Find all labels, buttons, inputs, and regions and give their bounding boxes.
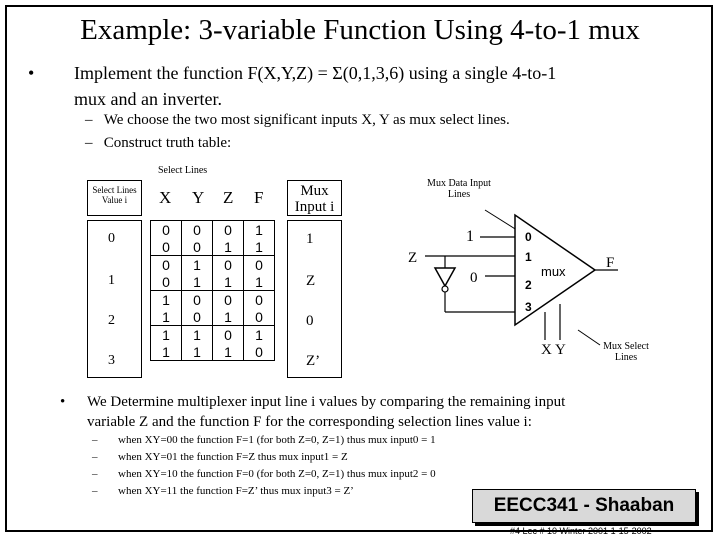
mux-diagram — [390, 200, 620, 360]
dash-list — [92, 432, 436, 500]
table-cell: 1 — [244, 221, 275, 239]
mux-input-column — [287, 220, 342, 378]
mux-input-header: Mux Input i — [287, 180, 342, 216]
port-3: 3 — [525, 300, 532, 314]
truth-table — [150, 220, 275, 361]
select-value-1: 1 — [108, 273, 115, 288]
table-row — [151, 221, 275, 239]
table-cell: 0 — [213, 221, 244, 239]
table-cell: 1 — [213, 343, 244, 361]
slide-title: Example: 3-variable Function Using 4-to-1 mux — [80, 14, 640, 46]
table-cell: 0 — [151, 256, 182, 274]
table-cell: 1 — [182, 326, 213, 344]
table-cell: 0 — [213, 326, 244, 344]
inverter-bubble — [442, 286, 448, 292]
z-label: Z — [408, 250, 418, 266]
table-cell: 1 — [151, 291, 182, 309]
table-cell: 1 — [182, 273, 213, 291]
select-value-header: Select Lines Value i — [87, 180, 142, 216]
table-row — [151, 273, 275, 291]
data-inputs-caption: Mux Data Input Lines — [427, 178, 491, 200]
table-cell: 0 — [244, 291, 275, 309]
header-f: F — [254, 188, 264, 207]
table-cell: 0 — [182, 221, 213, 239]
table-cell: 0 — [182, 238, 213, 256]
table-cell: 0 — [244, 308, 275, 326]
header-y: Y — [192, 188, 205, 207]
table-cell: 1 — [182, 256, 213, 274]
sub-bullet-1: – We choose the two most significant inputs X, Y as mux select lines. — [85, 112, 510, 128]
table-cell: 1 — [244, 273, 275, 291]
select-value-column — [87, 220, 142, 378]
dash-item-0: – when XY=00 the function F=1 (for both Z=0, Z=1) thus mux input0 = 1 — [92, 434, 436, 446]
bullet-marker-2: • — [60, 394, 66, 410]
table-cell: 0 — [213, 256, 244, 274]
mux-input-0: 1 — [306, 231, 314, 247]
bullet-determine-line1: We Determine multiplexer input line i values by comparing the remaining input — [87, 394, 566, 410]
select-value-2: 2 — [108, 313, 115, 328]
mux-input-3: Z’ — [306, 353, 321, 369]
bullet-marker: • — [28, 63, 35, 83]
port-0: 0 — [525, 230, 532, 244]
inverter-icon — [435, 268, 455, 286]
dash-item-3: – when XY=11 the function F=Z’ thus mux input3 = Z’ — [92, 485, 354, 497]
mux-input-1: Z — [306, 273, 316, 289]
select-value-3: 3 — [108, 353, 115, 368]
input-one-label: 1 — [466, 228, 474, 245]
table-cell: 0 — [213, 291, 244, 309]
dash-item-2: – when XY=10 the function F=0 (for both Z=0, Z=1) thus mux input2 = 0 — [92, 468, 436, 480]
table-cell: 1 — [151, 308, 182, 326]
table-row — [151, 238, 275, 256]
select-lines-caption-right: Mux Select Lines — [603, 341, 649, 363]
table-cell: 1 — [213, 238, 244, 256]
table-cell: 1 — [244, 238, 275, 256]
course-badge: EECC341 - Shaaban — [472, 489, 696, 523]
mux-label: mux — [541, 264, 566, 279]
table-cell: 0 — [151, 221, 182, 239]
table-cell: 0 — [244, 256, 275, 274]
bullet-implement-line2: mux and an inverter. — [74, 89, 222, 109]
port-2: 2 — [525, 278, 532, 292]
table-cell: 0 — [244, 343, 275, 361]
port-1: 1 — [525, 250, 532, 264]
table-row — [151, 291, 275, 309]
table-row — [151, 326, 275, 344]
output-f-label: F — [606, 255, 615, 271]
sub-bullet-2: – Construct truth table: — [85, 135, 232, 151]
slide-footer: #4 Lec # 10 Winter 2001 1-15-2002 — [510, 526, 652, 536]
table-cell: 1 — [244, 326, 275, 344]
select-lines-caption: Select Lines — [158, 165, 208, 176]
table-cell: 0 — [151, 273, 182, 291]
header-z: Z — [223, 188, 234, 207]
table-cell: 1 — [213, 308, 244, 326]
bullet-implement-line1: Implement the function F(X,Y,Z) = Σ(0,1,3,6) using a single 4-to-1 — [74, 63, 557, 83]
table-cell: 1 — [182, 343, 213, 361]
select-xy-label: X Y — [541, 342, 566, 358]
select-value-0: 0 — [108, 231, 115, 246]
table-row — [151, 256, 275, 274]
table-cell: 1 — [213, 273, 244, 291]
mux-input-2: 0 — [306, 313, 314, 329]
table-cell: 0 — [182, 291, 213, 309]
dash-item-1: – when XY=01 the function F=Z thus mux input1 = Z — [92, 451, 348, 463]
table-cell: 0 — [151, 238, 182, 256]
table-cell: 0 — [182, 308, 213, 326]
header-x: X — [159, 188, 172, 207]
bullet-determine-line2: variable Z and the function F for the corresponding selection lines value i: — [87, 414, 532, 430]
input-zero-label: 0 — [470, 270, 478, 286]
table-row — [151, 308, 275, 326]
table-cell: 1 — [151, 343, 182, 361]
table-row — [151, 343, 275, 361]
table-cell: 1 — [151, 326, 182, 344]
